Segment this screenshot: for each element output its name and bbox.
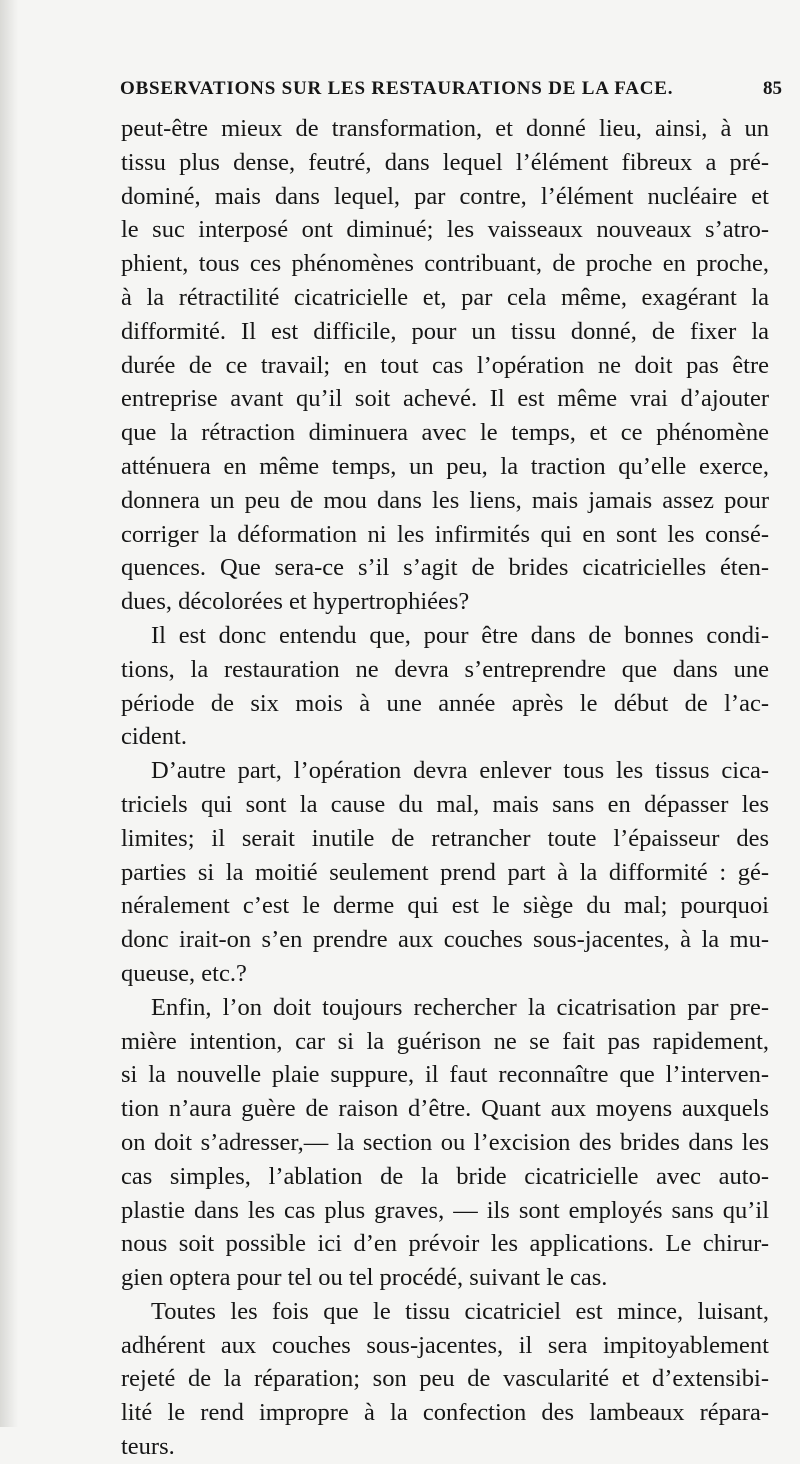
text-line: dominé, mais dans lequel, par contre, l’élément nucléaire et [121, 182, 769, 210]
text-line: mière intention, car si la guérison ne se fait pas rapidement, [121, 1027, 769, 1055]
text-line: peut-être mieux de transformation, et donné lieu, ainsi, à un [121, 115, 769, 142]
page-edge-shadow [0, 0, 18, 1427]
text-line: difformité. Il est difficile, pour un tissu donné, de fixer la [121, 317, 769, 345]
text-line: que la rétraction diminuera avec le temps, et ce phénomène [121, 419, 769, 447]
page-header [110, 78, 790, 108]
text-line: tion n’aura guère de raison d’être. Quant aux moyens auxquels [121, 1095, 769, 1123]
paragraph-first-line: Il est donc entendu que, pour être dans de bonnes condi- [151, 621, 769, 649]
text-line: atténuera en même temps, un peu, la traction qu’elle exerce, [121, 452, 769, 480]
text-line: adhérent aux couches sous-jacentes, il sera impitoyablement [121, 1331, 769, 1359]
text-line: tions, la restauration ne devra s’entreprendre que dans une [121, 655, 769, 683]
text-line: gien optera pour tel ou tel procédé, suivant le cas. [121, 1264, 608, 1292]
text-line: donc irait-on s’en prendre aux couches sous-jacentes, à la mu- [121, 926, 769, 954]
text-line: quences. Que sera-ce s’il s’agit de brides cicatricielles éten- [121, 554, 769, 582]
body-text [121, 112, 769, 1464]
text-line: néralement c’est le derme qui est le siège du mal; pourquoi [121, 892, 769, 920]
paragraph-first-line: D’autre part, l’opération devra enlever tous les tissus cica- [151, 757, 769, 785]
text-line: queuse, etc.? [121, 959, 247, 987]
text-line: donnera un peu de mou dans les liens, mais jamais assez pour [121, 486, 769, 514]
text-line: plastie dans les cas plus graves, — ils sont employés sans qu’il [121, 1196, 769, 1224]
text-line: cident. [121, 723, 187, 751]
paragraph-first-line: Enfin, l’on doit toujours rechercher la cicatrisation par pre- [151, 993, 769, 1021]
text-line: tissu plus dense, feutré, dans lequel l’élément fibreux a pré- [121, 148, 769, 176]
text-line: nous soit possible ici d’en prévoir les applications. Le chirur- [121, 1230, 769, 1258]
text-line: cas simples, l’ablation de la bride cicatricielle avec auto- [121, 1162, 769, 1190]
page-number: 85 [763, 78, 782, 99]
text-line: triciels qui sont la cause du mal, mais sans en dépasser les [121, 790, 769, 818]
text-line: teurs. [121, 1433, 175, 1461]
text-line: le suc interposé ont diminué; les vaisseaux nouveaux s’atro- [121, 216, 769, 244]
text-line: à la rétractilité cicatricielle et, par cela même, exagérant la [121, 283, 769, 311]
running-title: OBSERVATIONS SUR LES RESTAURATIONS DE LA FACE. [120, 78, 674, 99]
text-line: phient, tous ces phénomènes contribuant, de proche en proche, [121, 250, 769, 278]
text-line: entreprise avant qu’il soit achevé. Il est même vrai d’ajouter [121, 385, 769, 413]
text-line: dues, décolorées et hypertrophiées? [121, 588, 470, 616]
text-line: limites; il serait inutile de retrancher toute l’épaisseur des [121, 824, 769, 852]
text-line: si la nouvelle plaie suppure, il faut reconnaître que l’interven- [121, 1061, 769, 1089]
text-line: parties si la moitié seulement prend part à la difformité : gé- [121, 858, 769, 886]
text-line: on doit s’adresser,— la section ou l’excision des brides dans les [121, 1128, 769, 1156]
text-line: lité le rend impropre à la confection des lambeaux répara- [121, 1399, 769, 1427]
text-line: rejeté de la réparation; son peu de vascularité et d’extensibi- [121, 1365, 769, 1393]
text-line: période de six mois à une année après le début de l’ac- [121, 689, 769, 717]
paragraph-first-line: Toutes les fois que le tissu cicatriciel est mince, luisant, [151, 1297, 769, 1325]
text-line: durée de ce travail; en tout cas l’opération ne doit pas être [121, 351, 769, 379]
text-line: corriger la déformation ni les infirmités qui en sont les consé- [121, 520, 769, 548]
